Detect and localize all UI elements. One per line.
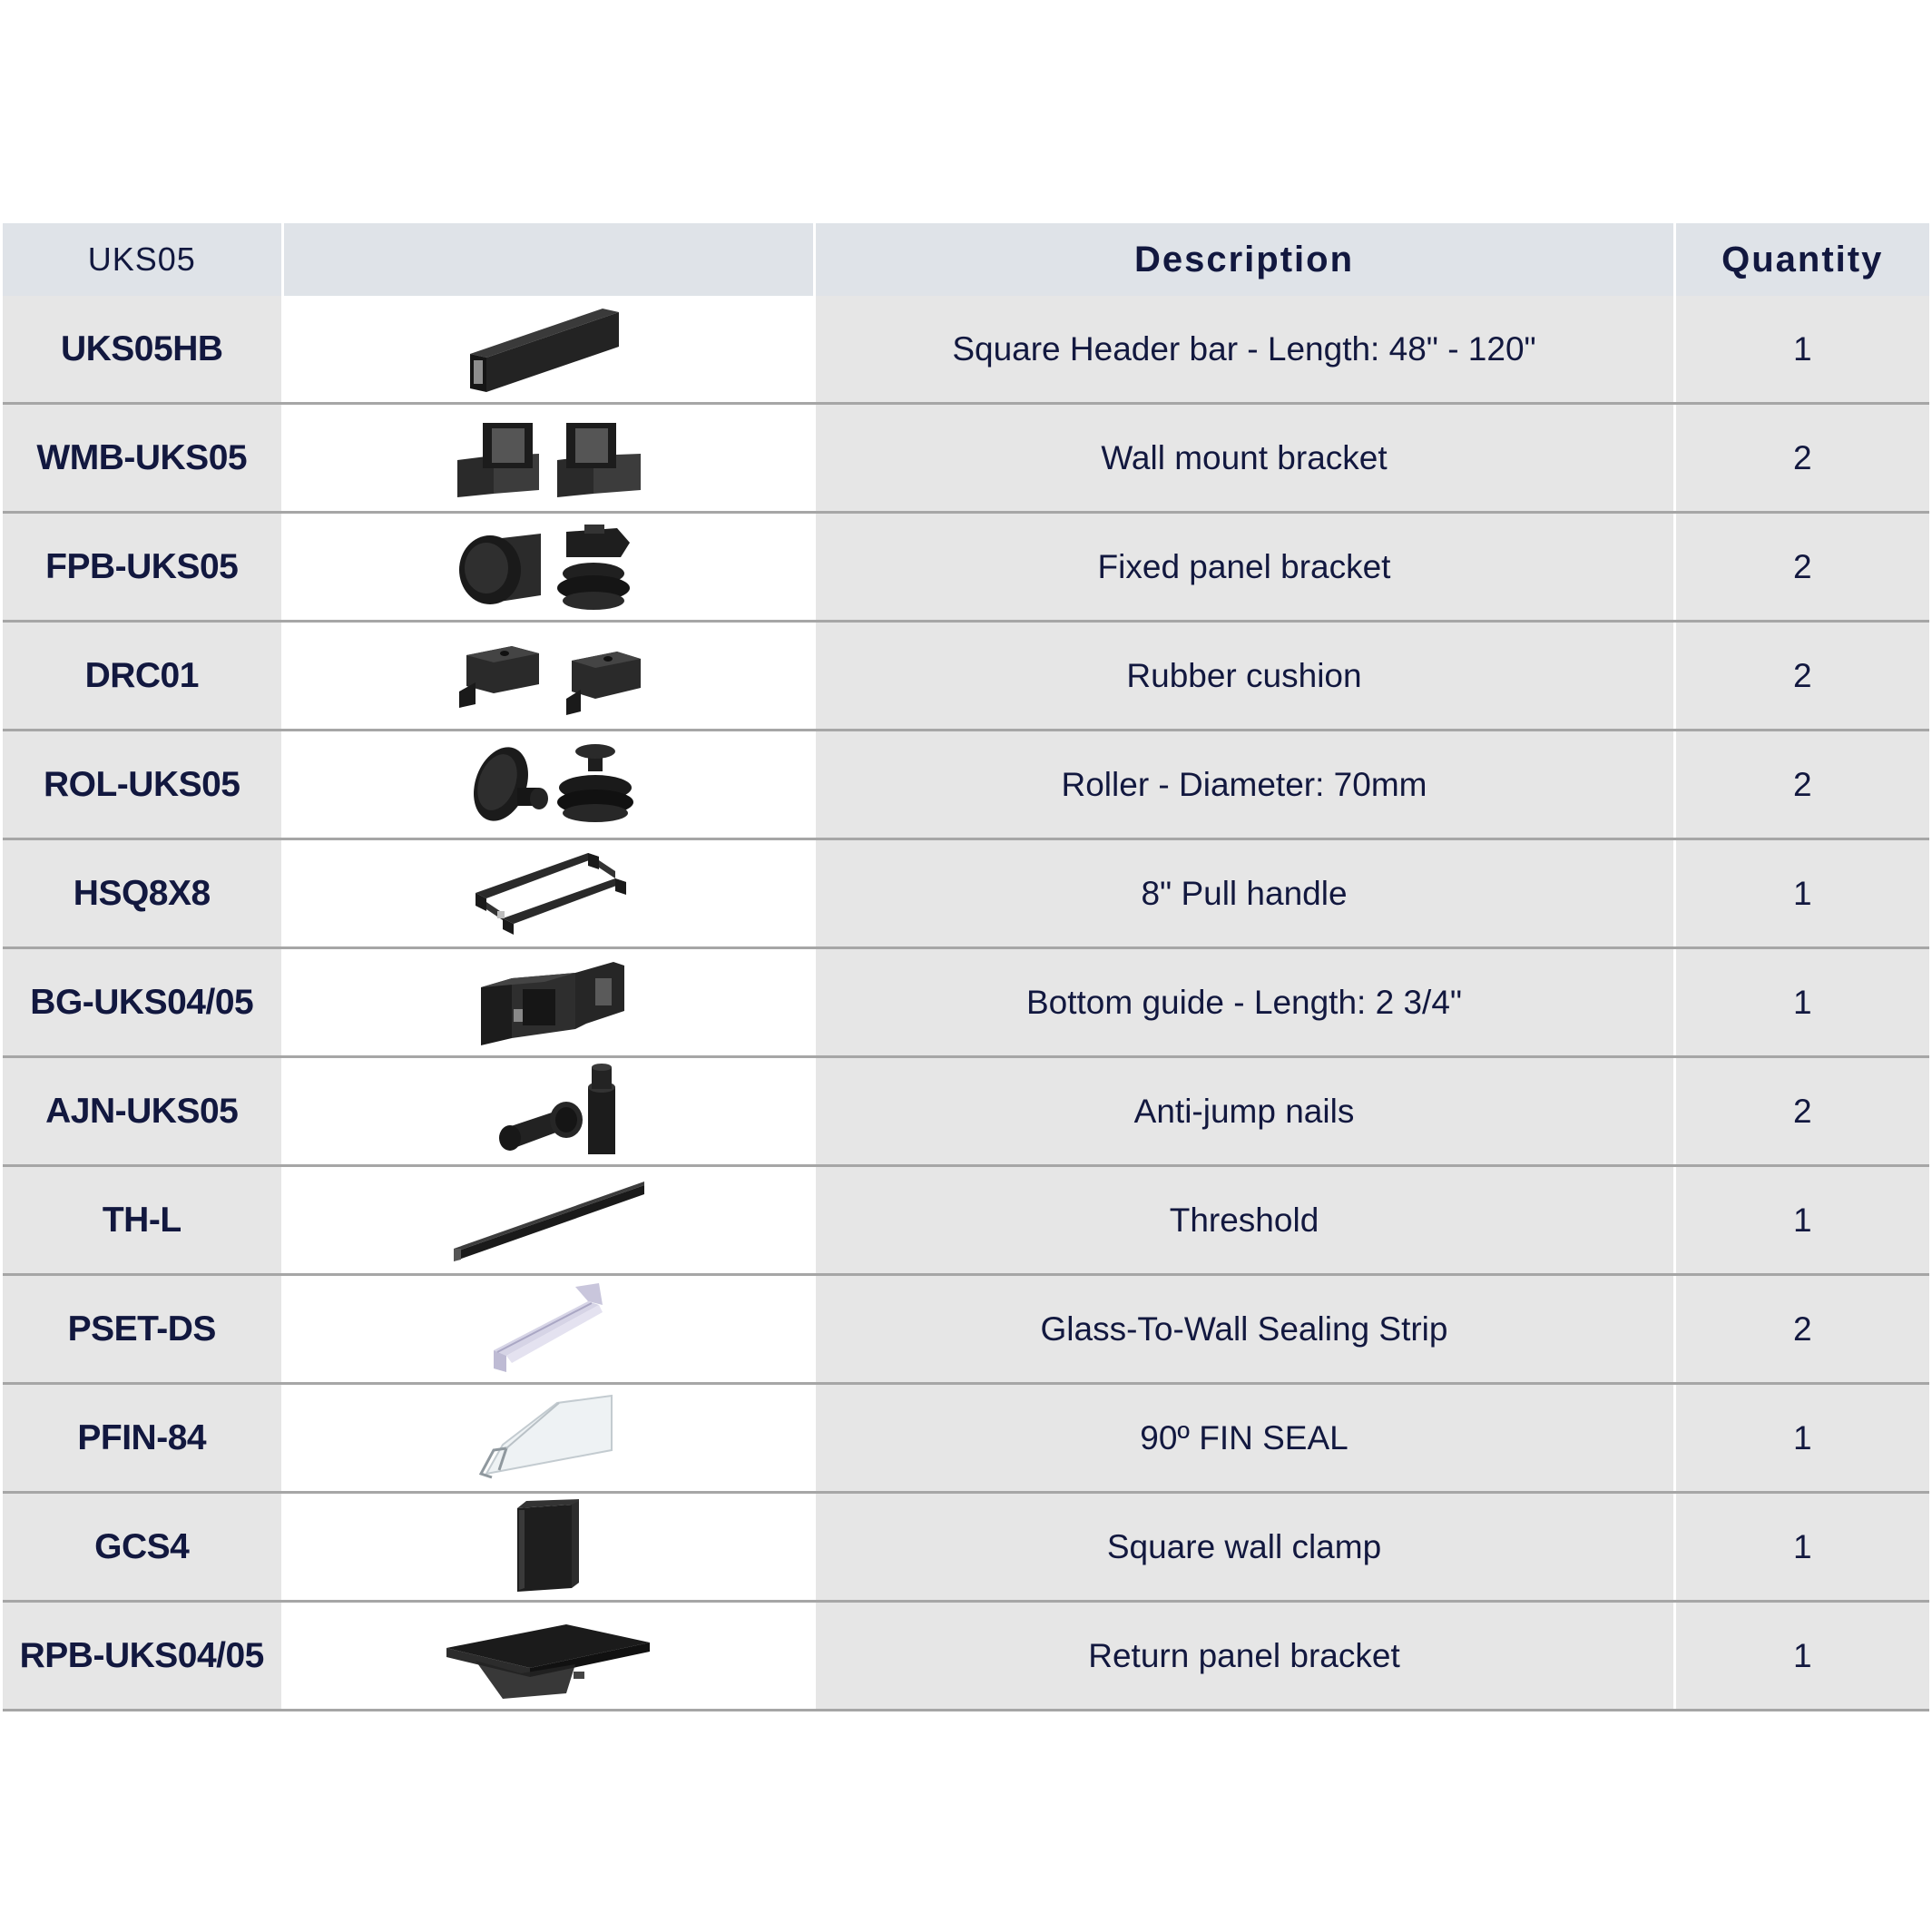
parts-table	[3, 223, 1929, 1711]
table-row	[3, 1493, 1929, 1602]
part-description: 90º FIN SEAL	[814, 1384, 1674, 1493]
roller-icon	[439, 737, 657, 832]
pull-handle-icon	[439, 846, 657, 941]
part-image-cell	[282, 513, 814, 622]
wall-mount-bracket-icon	[439, 410, 657, 505]
return-panel-bracket-icon	[439, 1608, 657, 1703]
table-row	[3, 1602, 1929, 1711]
part-description: Return panel bracket	[814, 1602, 1674, 1711]
header-quantity: Quantity	[1674, 223, 1929, 296]
part-image-cell	[282, 404, 814, 513]
table-row	[3, 731, 1929, 839]
header-image	[282, 223, 814, 296]
part-quantity: 2	[1674, 513, 1929, 622]
part-image-cell	[282, 1166, 814, 1275]
header-description: Description	[814, 223, 1674, 296]
table-row	[3, 948, 1929, 1057]
table-row	[3, 839, 1929, 948]
table-row	[3, 296, 1929, 404]
part-image-cell	[282, 622, 814, 731]
part-image-cell	[282, 1057, 814, 1166]
table-row	[3, 622, 1929, 731]
part-quantity: 1	[1674, 1602, 1929, 1711]
part-description: Threshold	[814, 1166, 1674, 1275]
part-quantity: 2	[1674, 1057, 1929, 1166]
part-description: Roller - Diameter: 70mm	[814, 731, 1674, 839]
threshold-icon	[439, 1172, 657, 1268]
part-code: WMB-UKS05	[3, 404, 282, 513]
part-image-cell	[282, 1384, 814, 1493]
wall-clamp-icon	[439, 1499, 657, 1594]
table-row	[3, 513, 1929, 622]
part-description: Wall mount bracket	[814, 404, 1674, 513]
part-code: DRC01	[3, 622, 282, 731]
part-description: Anti-jump nails	[814, 1057, 1674, 1166]
part-description: Bottom guide - Length: 2 3/4"	[814, 948, 1674, 1057]
part-quantity: 2	[1674, 731, 1929, 839]
part-description: Square wall clamp	[814, 1493, 1674, 1602]
part-quantity: 2	[1674, 622, 1929, 731]
part-code: FPB-UKS05	[3, 513, 282, 622]
table-header	[3, 223, 1929, 296]
part-quantity: 2	[1674, 404, 1929, 513]
part-description: 8" Pull handle	[814, 839, 1674, 948]
sealing-strip-icon	[439, 1281, 657, 1377]
part-code: AJN-UKS05	[3, 1057, 282, 1166]
part-description: Fixed panel bracket	[814, 513, 1674, 622]
part-image-cell	[282, 296, 814, 404]
part-quantity: 2	[1674, 1275, 1929, 1384]
part-image-cell	[282, 1275, 814, 1384]
part-code: HSQ8X8	[3, 839, 282, 948]
header-row	[3, 223, 1929, 296]
part-quantity: 1	[1674, 1493, 1929, 1602]
table-row	[3, 1166, 1929, 1275]
bottom-guide-icon	[439, 955, 657, 1050]
part-code: PSET-DS	[3, 1275, 282, 1384]
table-row	[3, 1384, 1929, 1493]
part-code: ROL-UKS05	[3, 731, 282, 839]
anti-jump-nails-icon	[439, 1064, 657, 1159]
part-image-cell	[282, 839, 814, 948]
part-code: BG-UKS04/05	[3, 948, 282, 1057]
part-code: RPB-UKS04/05	[3, 1602, 282, 1711]
part-quantity: 1	[1674, 948, 1929, 1057]
part-image-cell	[282, 1493, 814, 1602]
table-row	[3, 404, 1929, 513]
part-code: UKS05HB	[3, 296, 282, 404]
fin-seal-icon	[439, 1390, 657, 1486]
part-quantity: 1	[1674, 1166, 1929, 1275]
part-quantity: 1	[1674, 296, 1929, 404]
part-image-cell	[282, 1602, 814, 1711]
part-quantity: 1	[1674, 1384, 1929, 1493]
part-code: PFIN-84	[3, 1384, 282, 1493]
rubber-cushion-icon	[439, 628, 657, 723]
part-code: GCS4	[3, 1493, 282, 1602]
part-description: Square Header bar - Length: 48" - 120"	[814, 296, 1674, 404]
header-code: UKS05	[3, 223, 282, 296]
part-description: Rubber cushion	[814, 622, 1674, 731]
part-image-cell	[282, 731, 814, 839]
table-row	[3, 1057, 1929, 1166]
fixed-panel-bracket-icon	[439, 519, 657, 614]
part-image-cell	[282, 948, 814, 1057]
table-row	[3, 1275, 1929, 1384]
part-code: TH-L	[3, 1166, 282, 1275]
header-bar-icon	[439, 301, 657, 397]
part-quantity: 1	[1674, 839, 1929, 948]
part-description: Glass-To-Wall Sealing Strip	[814, 1275, 1674, 1384]
